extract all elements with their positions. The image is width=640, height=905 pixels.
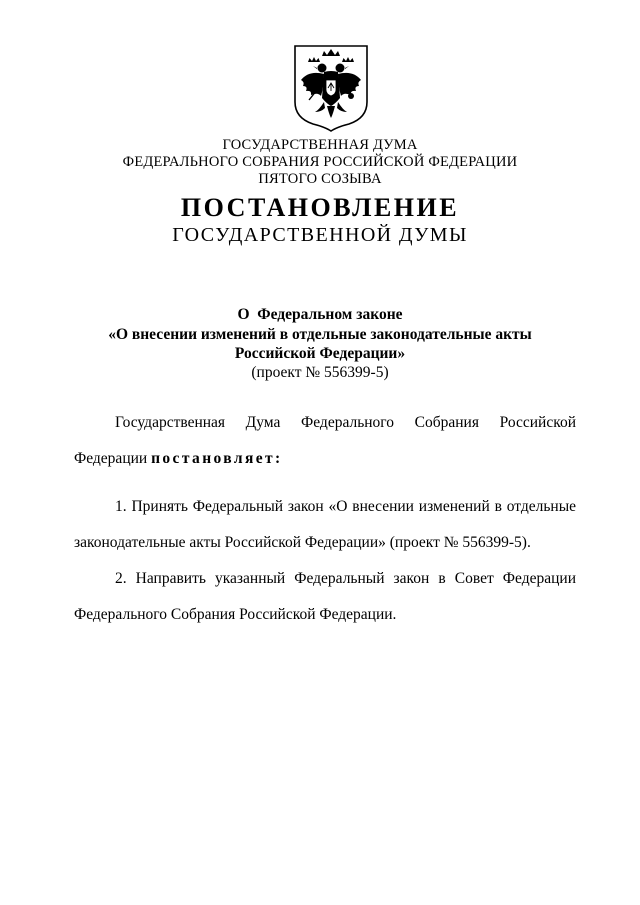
document-subtitle: ГОСУДАРСТВЕННОЙ ДУМЫ — [172, 224, 468, 246]
org-name-line-1: ГОСУДАРСТВЕННАЯ ДУМА — [222, 137, 418, 153]
item-2-line-2: Федерального Собрания Российской Федерации. — [74, 606, 397, 623]
item-1-line-2: законодательные акты Российской Федерации» (проект № 556399-5). — [74, 534, 531, 551]
bill-number-line: (проект № 556399-5) — [251, 364, 389, 381]
intro-paragraph-line-1: Государственная Дума Федерального Собрания Российской — [115, 414, 576, 431]
subject-line-1: О Федеральном законе — [237, 306, 403, 323]
item-2-line-1: 2. Направить указанный Федеральный закон в Совет Федерации — [115, 570, 576, 587]
intro-paragraph-text: Федерации — [74, 450, 152, 467]
document-type-title: ПОСТАНОВЛЕНИЕ — [180, 193, 460, 222]
org-name-line-2: ФЕДЕРАЛЬНОГО СОБРАНИЯ РОССИЙСКОЙ ФЕДЕРАЦИИ — [122, 154, 518, 170]
intro-paragraph-line-2 — [74, 450, 283, 468]
resolves-keyword: постановляет: — [151, 450, 283, 467]
russian-coat-of-arms-icon — [291, 44, 371, 132]
subject-line-2: «О внесении изменений в отдельные законодательные акты — [108, 326, 532, 343]
item-1-line-1: 1. Принять Федеральный закон «О внесении изменений в отдельные — [115, 498, 576, 515]
convocation-line: ПЯТОГО СОЗЫВА — [258, 171, 382, 187]
subject-line-3: Российской Федерации» — [234, 345, 406, 362]
